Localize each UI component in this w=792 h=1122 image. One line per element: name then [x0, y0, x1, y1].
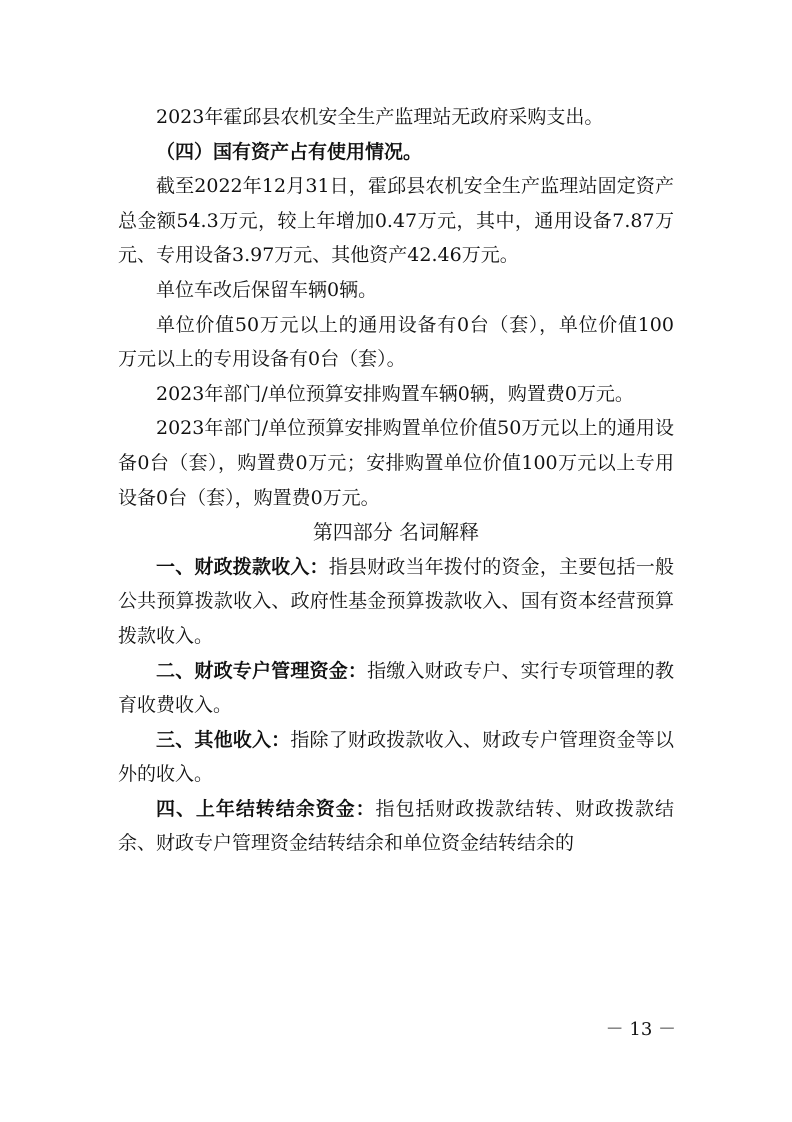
- term-definition: 指缴入财政专户、实行专项管理的教育收费收入。: [118, 659, 674, 717]
- page-number: － 13 －: [605, 1019, 676, 1040]
- term-label: 三、其他收入：: [156, 728, 291, 751]
- body-text: [118, 100, 674, 861]
- term-label: 四、上年结转结余资金：: [156, 797, 376, 820]
- paragraph-equipment-purchase: 2023年部门/单位预算安排购置单位价值50万元以上的通用设备0台（套），购置费0万元；安排购置单位价值100万元以上专用设备0台（套），购置费0万元。: [118, 417, 674, 509]
- paragraph-procurement: 2023年霍邱县农机安全生产监理站无政府采购支出。: [156, 106, 604, 128]
- term-label: 二、财政专户管理资金：: [156, 659, 368, 682]
- term-item: [118, 723, 674, 792]
- term-item: [118, 792, 674, 861]
- paragraph-vehicles-retained: 单位车改后保留车辆0辆。: [156, 278, 378, 301]
- paragraph-equipment-count: 单位价值50万元以上的通用设备有0台（套），单位价值100万元以上的专用设备有0台（套）。: [118, 313, 674, 371]
- term-definition: 指县财政当年拨付的资金，主要包括一般公共预算拨款收入、政府性基金预算拨款收入、国有资本经营预算拨款收入。: [118, 555, 674, 647]
- section-title: 第四部分 名词解释: [312, 520, 480, 545]
- paragraph-vehicle-purchase: 2023年部门/单位预算安排购置车辆0辆，购置费0万元。: [156, 382, 634, 405]
- term-item: [118, 550, 674, 654]
- term-definition: 指包括财政拨款结转、财政拨款结余、财政专户管理资金结转结余和单位资金结转结余的: [118, 797, 674, 855]
- term-item: [118, 654, 674, 723]
- subheading-state-assets: （四）国有资产占有使用情况。: [156, 140, 423, 163]
- term-definition: 指除了财政拨款收入、财政专户管理资金等以外的收入。: [118, 728, 674, 786]
- paragraph-fixed-assets: 截至2022年12月31日，霍邱县农机安全生产监理站固定资产总金额54.3万元，较上年增加0.47万元，其中，通用设备7.87万元、专用设备3.97万元、其他资产42.46万元。: [118, 175, 674, 267]
- term-label: 一、财政拨款收入：: [156, 555, 329, 578]
